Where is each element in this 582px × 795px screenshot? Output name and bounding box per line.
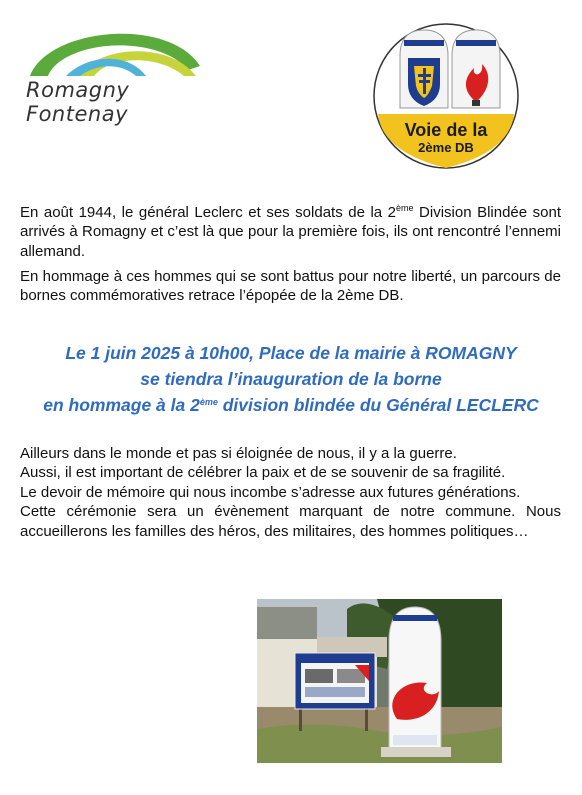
intro-line1-end: Division Blindée sont arrivés à Romagny et c’est là que pour la première fois, ils ont rencontré l’ennemi allemand.: [20, 204, 561, 260]
voie-2eme-db-badge: [372, 22, 520, 170]
memorial-stone-photo: [257, 599, 502, 763]
body-line: Ailleurs dans le monde et pas si éloignée de nous, il y a la guerre.: [20, 445, 457, 462]
intro-superscript: ème: [396, 203, 414, 213]
announcement-line3-end: division blindée du Général LECLERC: [217, 395, 539, 415]
body-line: Aussi, il est important de célébrer la paix et de se souvenir de sa fragilité.: [20, 464, 506, 482]
announcement-line2: se tiendra l’inauguration de la borne: [140, 369, 442, 389]
announcement-line3: [0, 392, 582, 418]
intro-line1-start: En août 1944, le général Leclerc et ses soldats de la 2: [20, 204, 396, 221]
intro-paragraph: [20, 203, 561, 261]
body-paragraph: [20, 444, 561, 541]
announcement-line1: Le 1 juin 2025 à 10h00, Place de la mairie à ROMAGNY: [65, 343, 517, 363]
brand-name: Romagny Fontenay: [26, 78, 130, 126]
inauguration-announcement: [0, 340, 582, 418]
body-line: Cette cérémonie sera un évènement marquant de notre commune. Nous accueillerons les familles des héros, des militaires, des hommes politiques…: [20, 503, 561, 540]
tribute-paragraph: En hommage à ces hommes qui se sont battus pour notre liberté, un parcours de bornes commémoratives retrace l’épopée de la 2ème DB.: [20, 268, 561, 305]
memorial-photo-image: [257, 599, 502, 763]
announcement-line3-start: en hommage à la 2: [43, 395, 200, 415]
badge-title-line2: 2ème DB: [418, 140, 474, 155]
badge-title-line1: Voie de la: [404, 120, 488, 140]
body-line: Le devoir de mémoire qui nous incombe s’adresse aux futures générations.: [20, 483, 521, 501]
romagny-fontenay-logo: [18, 18, 208, 126]
announcement-superscript: ème: [199, 397, 218, 407]
arc-logo-icon: [18, 18, 208, 78]
